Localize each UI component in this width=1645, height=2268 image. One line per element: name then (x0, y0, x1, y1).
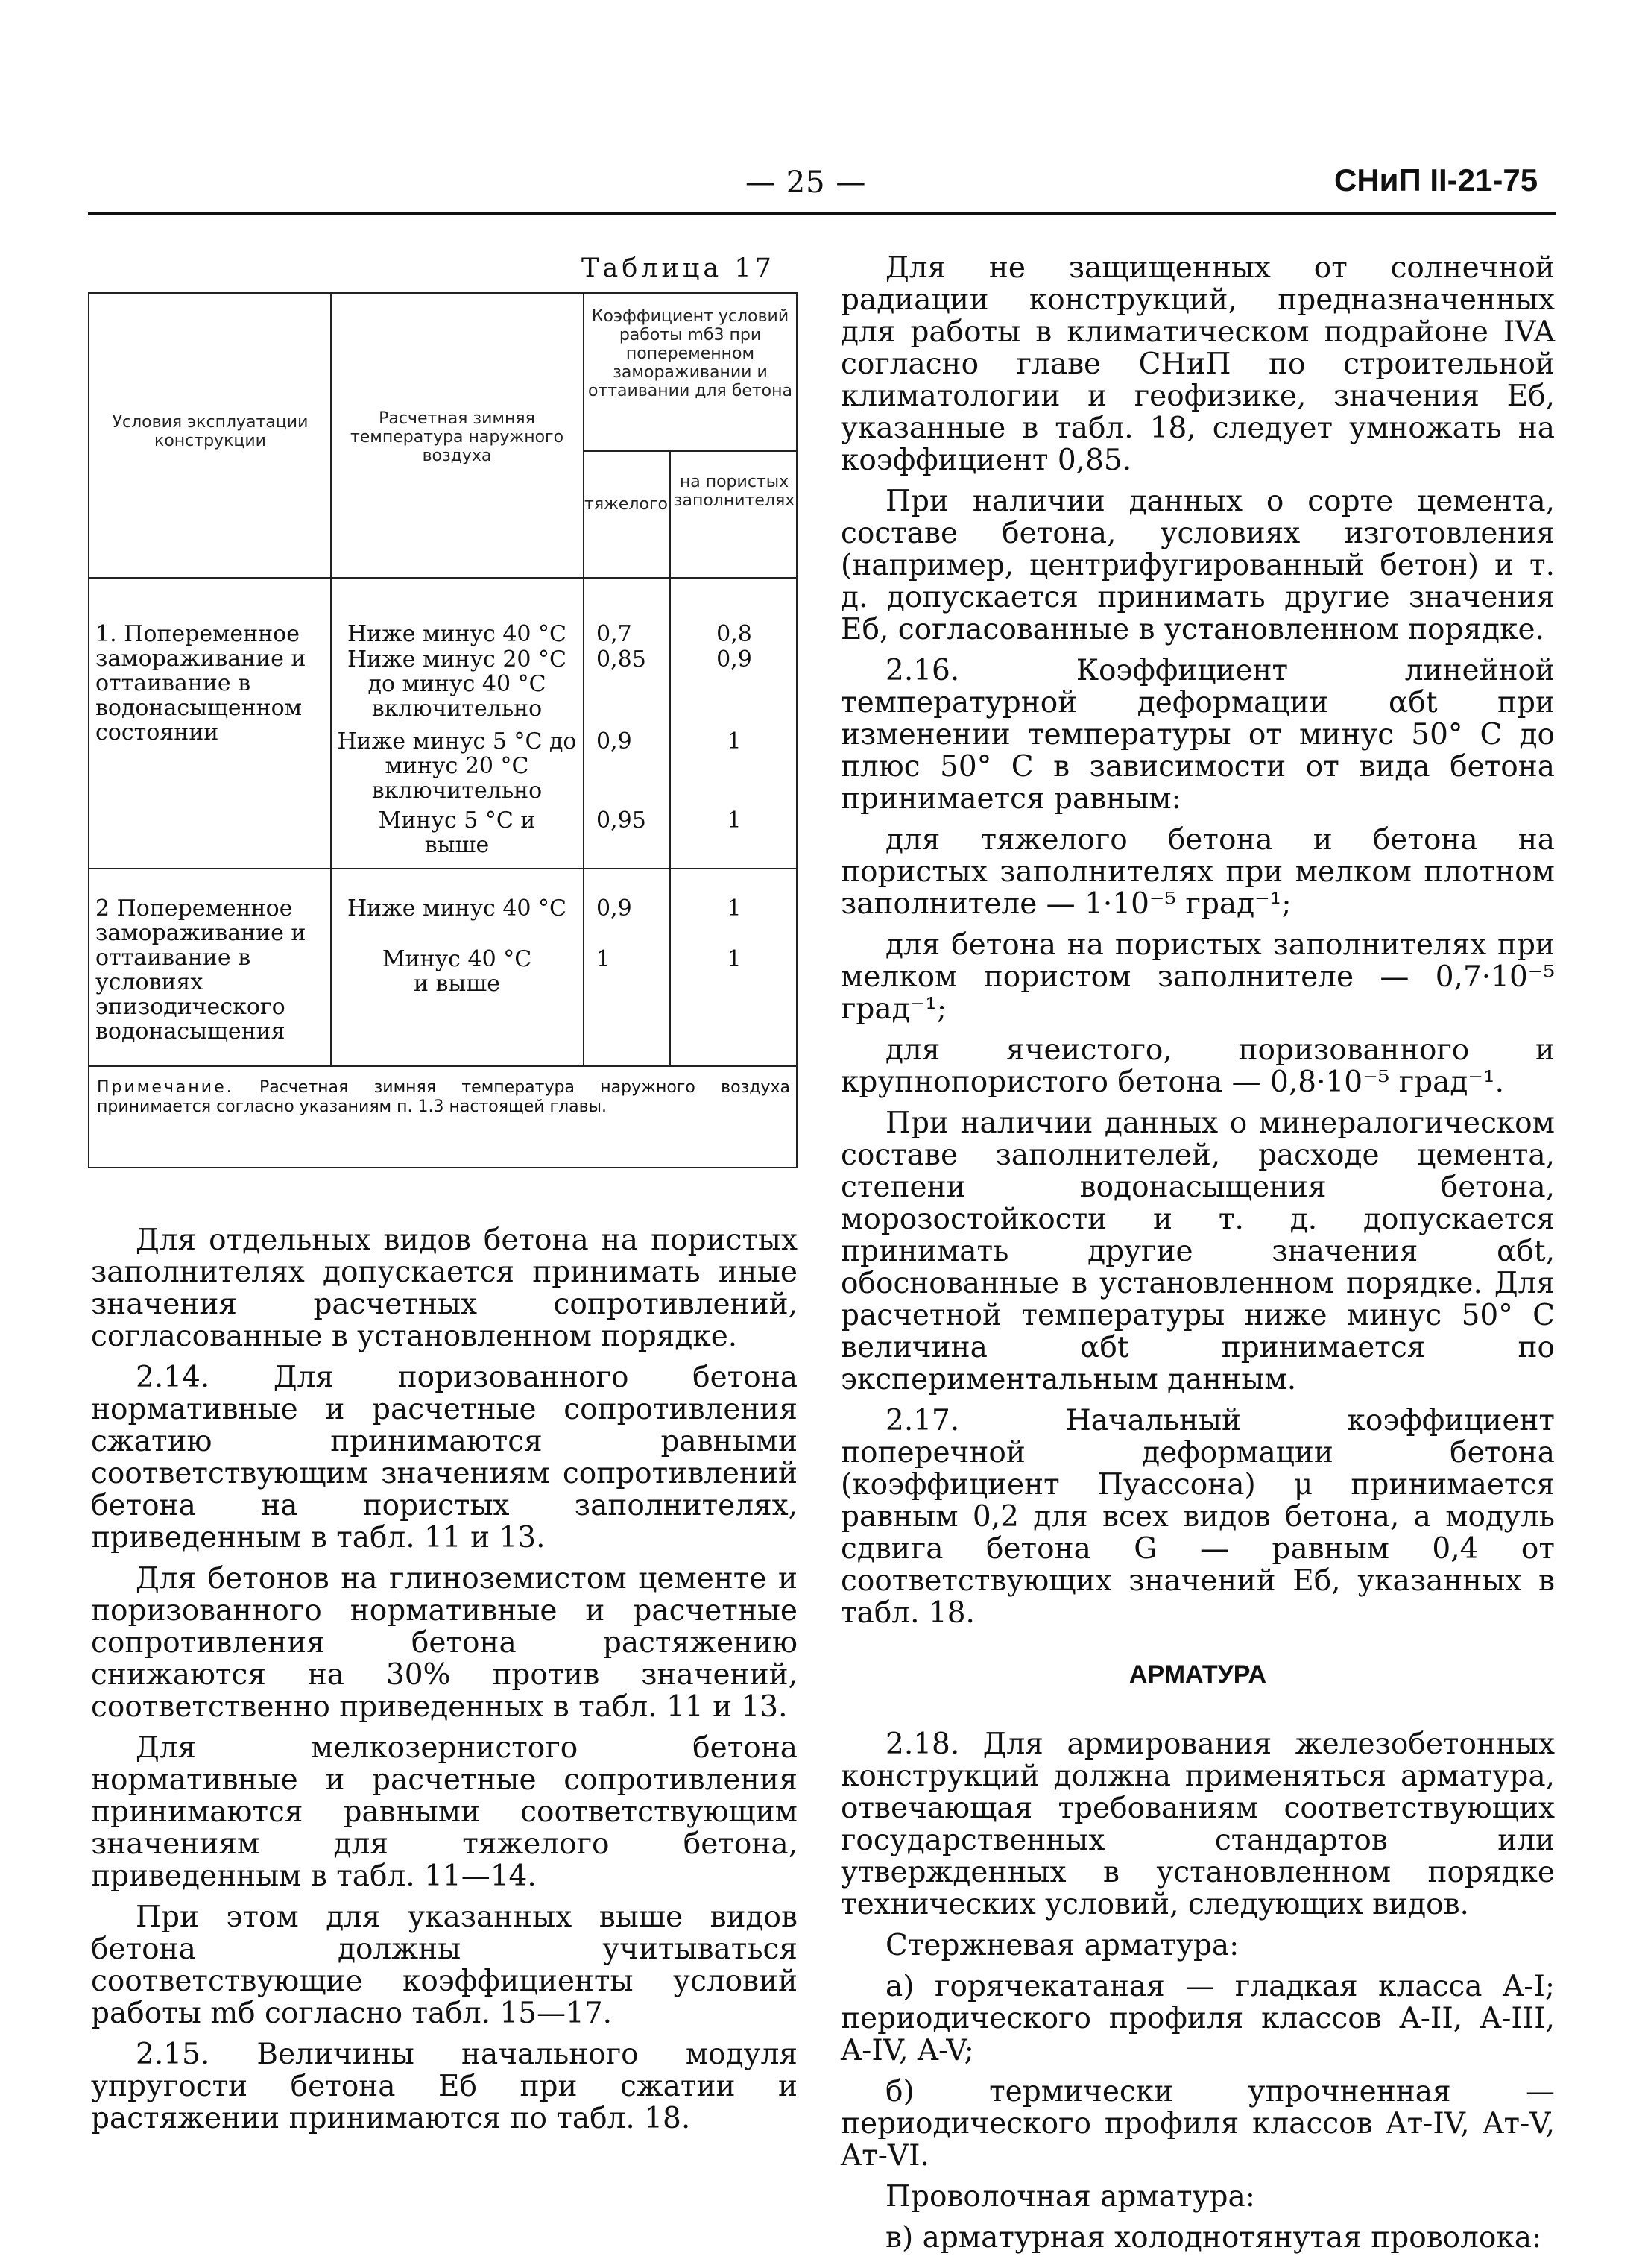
row-porous: 1 (727, 895, 742, 922)
table-divider (583, 450, 798, 452)
table-title: Таблица 17 (581, 253, 775, 283)
section-heading: АРМАТУРА (1128, 1660, 1267, 1689)
paragraph: 2.17. Начальный коэффициент поперечной деформации бетона (коэффициент Пуассона) μ принимается равным 0,2 для всех видов бетона, а модуль сдвига бетона G — равным 0,4 от соответствующих значений Eб, указанных в табл. 18. (841, 1404, 1555, 1630)
row-temperature: Минус 5 °С и выше (378, 807, 536, 858)
paragraph: 2.14. Для поризованного бетона нормативные и расчетные сопротивления сжатию принимаются равными соответствующим значениям сопротивлений бетона на пористых заполнителях, приведенным в табл. 11 и 13. (91, 1361, 798, 1554)
paragraph: Для не защищенных от солнечной радиации конструкций, предназначенных для работы в климатическом подрайоне IVA согласно главе СНиП по строительной климатологии и геофизике, значения Eб, указанные в табл. 18, следует умножать на коэффициент 0,85. (841, 251, 1555, 477)
paragraph: 2.16. Коэффициент линейной температурной деформации αбt при изменении температуры от минус 50° С до плюс 50° С в зависимости от вида бетона принимается равным: (841, 654, 1555, 816)
row-porous: 0,8 (716, 621, 752, 647)
group-condition: 1. Попеременное замораживание и оттаивание в водонасыщенном состоянии (95, 621, 306, 746)
table-divider (89, 868, 798, 869)
note-text: Расчетная зимняя температура наружного воздуха принимается согласно указаниям п. 1.3 настоящей главы. (97, 1078, 790, 1116)
paragraph: в) арматурная холоднотянутая проволока: (885, 2221, 1542, 2255)
left-column (91, 1224, 798, 2143)
paragraph: для ячеистого, поризованного и крупнопористого бетона — 0,8·10⁻⁵ град⁻¹. (841, 1033, 1555, 1099)
table-divider (330, 294, 332, 1065)
table-note (97, 1078, 790, 1117)
row-temperature: Ниже минус 40 °С (347, 621, 567, 647)
paragraph: а) горячекатаная — гладкая класса A-I; периодического профиля классов A-II, A-III, A-IV, A-V; (841, 1970, 1555, 2067)
paragraph: При наличии данных о минералогическом составе заполнителей, расходе цемента, степени водонасыщения бетона, морозостойкости и т. д. допускается принимать другие значения αбt, обоснованные в установленном порядке. Для расчетной температуры ниже минус 50° С величина αбt принимается по экспериментальным данным. (841, 1106, 1555, 1396)
page-number: — 25 — (745, 166, 867, 200)
header-heavy: тяжелого (584, 495, 668, 514)
paragraph: 2.15. Величины начального модуля упругости бетона Eб при сжатии и растяжении принимаются по табл. 18. (91, 2038, 798, 2135)
row-temperature: Минус 40 °С и выше (382, 946, 532, 997)
row-heavy: 0,9 (596, 728, 632, 755)
row-heavy: 0,7 (596, 621, 632, 647)
paragraph: б) термически упрочненная — периодического профиля классов Aт-IV, Aт-V, Aт-VI. (841, 2075, 1555, 2173)
header-coefficient: Коэффициент условий работы mб3 при попеременном замораживании и оттаивании для бетона (587, 307, 793, 400)
header-temperature: Расчетная зимняя температура наружного воздуха (350, 409, 564, 465)
header-porous: на пористых заполнителях (673, 473, 795, 510)
table-divider (89, 1065, 798, 1067)
header-conditions: Условия эксплуатации конструкции (112, 413, 309, 450)
paragraph: При наличии данных о сорте цемента, составе бетона, условиях изготовления (например, центрифугированный бетон) и т. д. допускается принимать другие значения Eб, согласованные в установленном порядке. (841, 485, 1555, 646)
paragraph: Проволочная арматура: (885, 2180, 1255, 2214)
row-temperature: Ниже минус 5 °С до минус 20 °С включительно (337, 728, 577, 804)
row-heavy: 1 (596, 946, 611, 972)
paragraph: Для бетонов на глиноземистом цементе и поризованного нормативные и расчетные сопротивления бетона растяжению снижаются на 30% против значений, соответственно приведенных в табл. 11 и 13. (91, 1562, 798, 1724)
row-porous: 0,9 (716, 646, 752, 672)
table-divider (669, 450, 671, 1065)
paragraph: Стержневая арматура: (885, 1929, 1240, 1962)
table-17 (88, 292, 798, 1168)
row-porous: 1 (727, 807, 742, 834)
group-condition: 2 Попеременное замораживание и оттаивание в условиях эпизодического водонасыщения (95, 895, 306, 1045)
right-column (841, 252, 1555, 2263)
row-temperature: Ниже минус 20 °С до минус 40 °С включительно (347, 646, 567, 722)
paragraph: для тяжелого бетона и бетона на пористых заполнителях при мелком плотном заполнителе — 1·10⁻⁵ град⁻¹; (841, 823, 1555, 921)
document-code: СНиП II-21-75 (1334, 163, 1538, 198)
row-porous: 1 (727, 946, 742, 972)
paragraph: 2.18. Для армирования железобетонных конструкций должна применяться арматура, отвечающая требованиям соответствующих государственных стандартов или утвержденных в установленном порядке технических условий, следующих видов. (841, 1727, 1555, 1921)
row-porous: 1 (727, 728, 742, 755)
paragraph: Для отдельных видов бетона на пористых заполнителях допускается принимать иные значения расчетных сопротивлений, согласованные в установленном порядке. (91, 1223, 798, 1353)
row-heavy: 0,95 (596, 807, 646, 834)
note-label: Примечание. (97, 1078, 234, 1097)
paragraph: При этом для указанных выше видов бетона должны учитываться соответствующие коэффициенты условий работы mб согласно табл. 15—17. (91, 1900, 798, 2030)
table-divider (583, 294, 584, 1065)
row-heavy: 0,9 (596, 895, 632, 922)
paragraph: для бетона на пористых заполнителях при мелком пористом заполнителе — 0,7·10⁻⁵ град⁻¹; (841, 928, 1555, 1026)
paragraph: Для мелкозернистого бетона нормативные и расчетные сопротивления принимаются равными соответствующим значениям для тяжелого бетона, приведенным в табл. 11—14. (91, 1731, 798, 1893)
table-divider (89, 577, 798, 579)
row-temperature: Ниже минус 40 °С (347, 895, 567, 922)
row-heavy: 0,85 (596, 646, 646, 672)
header-rule (88, 212, 1556, 215)
